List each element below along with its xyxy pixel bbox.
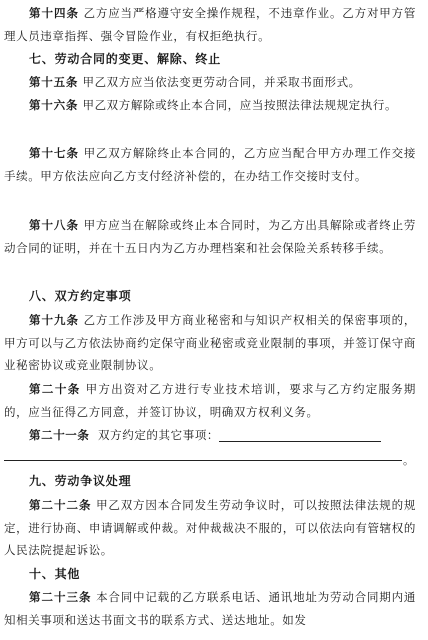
article-number: 第二十二条 — [29, 498, 92, 512]
article-number: 第十五条 — [29, 75, 79, 89]
article-19 — [4, 309, 416, 377]
article-number: 第十六条 — [29, 98, 79, 112]
article-text: 乙方工作涉及甲方商业秘密和与知识产权相关的保密事项的，甲方可以与乙方依法协商约定保守商业秘密或竞业限制的事项，并签订保守商业秘密协议或竞业限制协议。 — [4, 313, 417, 372]
article-21 — [4, 424, 416, 447]
article-14 — [4, 2, 416, 47]
section-heading-7: 七、劳动合同的变更、解除、终止 — [29, 52, 222, 66]
article-number: 第十八条 — [29, 218, 80, 232]
blank-fill-line — [219, 427, 381, 442]
article-17 — [4, 142, 416, 187]
article-text: 甲乙双方解除终止本合同的，乙方应当配合甲方办理工作交接手续。甲方依法应向乙方支付经济补偿的，在办结工作交接时支付。 — [4, 146, 417, 183]
article-18 — [4, 214, 416, 259]
article-text: 甲乙双方应当依法变更劳动合同，并采取书面形式。 — [82, 75, 361, 89]
article-text: 甲方应当在解除或终止本合同时，为乙方出具解除或者终止劳动合同的证明，并在十五日内为乙方办理档案和社会保险关系转移手续。 — [4, 218, 417, 255]
article-text: 甲乙双方解除或终止本合同，应当按照法律法规规定执行。 — [82, 98, 398, 112]
article-20 — [4, 378, 416, 423]
article-16 — [4, 94, 416, 117]
article-number: 第十七条 — [29, 146, 80, 160]
section-heading-8: 八、双方约定事项 — [29, 289, 132, 303]
blank-fill-line-full — [4, 460, 402, 461]
article-number: 第二十三条 — [29, 590, 92, 604]
section-heading-10: 十、其他 — [29, 567, 81, 581]
article-number: 第二十一条 — [29, 428, 90, 442]
article-text: 本合同中记载的乙方联系电话、通讯地址为劳动合同期内通知相关事项和送达书面文书的联系方式、送达地址。如发 — [4, 590, 417, 627]
article-number: 第十四条 — [29, 6, 80, 20]
article-text: 双方约定的其它事项： — [98, 428, 220, 442]
article-text: 乙方应当严格遵守安全操作规程，不违章作业。乙方对甲方管理人员违章指挥、强令冒险作业，有权拒绝执行。 — [4, 6, 417, 43]
article-23 — [4, 586, 416, 631]
end-mark: 。 — [403, 454, 414, 467]
article-text: 甲方出资对乙方进行专业技术培训，要求与乙方约定服务期的，应当征得乙方同意，并签订协议，明确双方权利义务。 — [4, 382, 416, 419]
article-number: 第二十条 — [29, 382, 81, 396]
article-text: 甲乙双方因本合同发生劳动争议时，可以按照法律法规的规定，进行协商、申请调解或仲裁。对仲裁裁决不服的，可以依法向有管辖权的人民法院提起诉讼。 — [4, 498, 417, 557]
article-22 — [4, 494, 416, 562]
article-15 — [4, 71, 416, 94]
article-number: 第十九条 — [29, 313, 80, 327]
section-heading-9: 九、劳动争议处理 — [29, 474, 132, 488]
